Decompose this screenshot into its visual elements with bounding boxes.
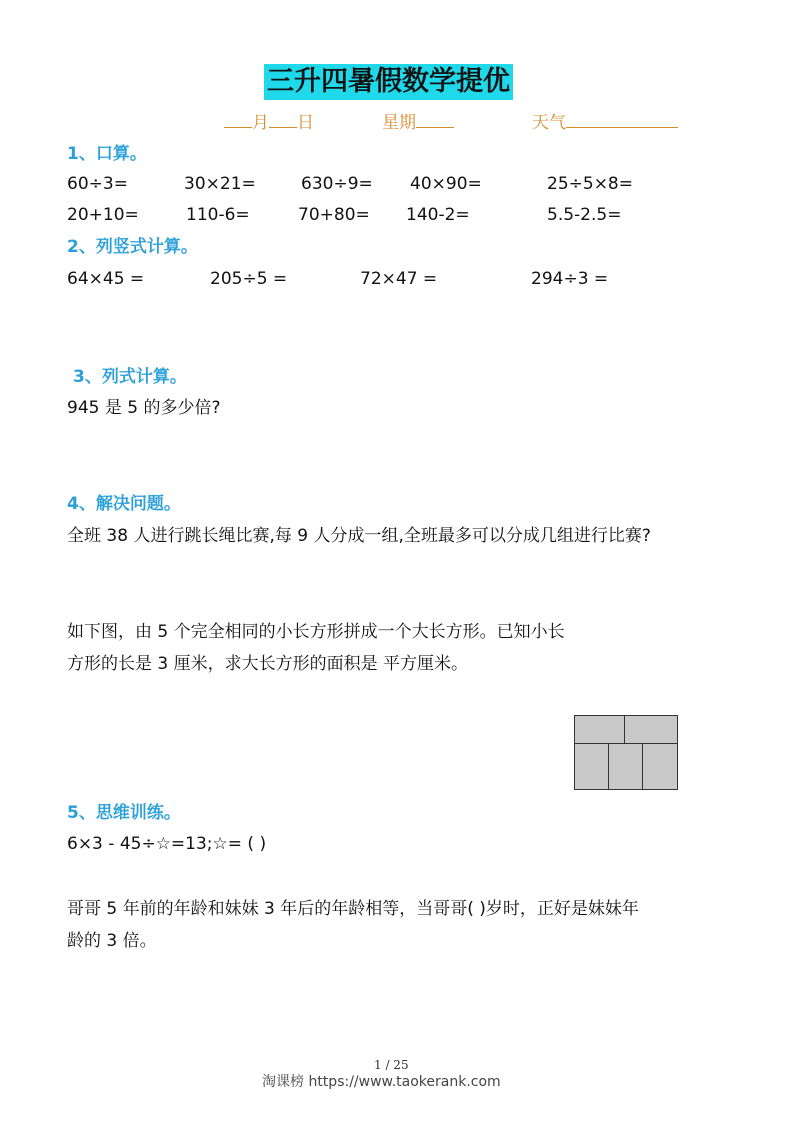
oral-calc-item: 25÷5×8= (547, 174, 633, 194)
oral-calc-item: 40×90= (410, 174, 482, 194)
weather-field (532, 110, 678, 134)
vertical-calc-item: 205÷5 = (210, 269, 288, 289)
rectangle-figure (574, 715, 678, 790)
small-rectangle (574, 743, 610, 790)
section-1-heading: 1、口算。 (67, 144, 147, 164)
day-blank (269, 110, 297, 128)
oral-calc-item: 70+80= (298, 205, 370, 225)
oral-calc-item: 60÷3= (67, 174, 128, 194)
section-4-question-2-line-1: 如下图，由 5 个完全相同的小长方形拼成一个大长方形。已知小长 (67, 622, 565, 642)
small-rectangle (608, 743, 644, 790)
vertical-calc-item: 64×45 = (67, 269, 145, 289)
section-2-heading: 2、列竖式计算。 (67, 237, 198, 257)
weather-label: 天气 (532, 113, 566, 133)
oral-calc-item: 30×21= (184, 174, 256, 194)
oral-calc-item: 5.5-2.5= (547, 205, 622, 225)
oral-calc-item: 140-2= (406, 205, 470, 225)
section-5-question-2-line-1: 哥哥 5 年前的年龄和妹妹 3 年后的年龄相等，当哥哥( )岁时，正好是妹妹年 (67, 899, 639, 919)
oral-calc-item: 20+10= (67, 205, 139, 225)
section-3-heading: 3、列式计算。 (73, 367, 187, 387)
small-rectangle (642, 743, 678, 790)
week-blank (416, 110, 454, 128)
page-title: 三升四暑假数学提优 (264, 64, 513, 100)
footer-website: 淘课榜 https://www.taokerank.com (262, 1074, 501, 1090)
section-3-question: 945 是 5 的多少倍? (67, 398, 221, 418)
section-5-question-2-line-2: 龄的 3 倍。 (67, 931, 157, 951)
date-line (224, 110, 314, 134)
small-rectangle (624, 715, 678, 745)
month-label: 月 (252, 113, 269, 133)
section-4-heading: 4、解决问题。 (67, 494, 181, 514)
section-5-heading: 5、思维训练。 (67, 803, 181, 823)
vertical-calc-item: 294÷3 = (531, 269, 609, 289)
week-label: 星期 (382, 113, 416, 133)
small-rectangle (574, 715, 626, 745)
section-5-question-1: 6×3 - 45÷☆=13;☆= ( ) (67, 834, 267, 854)
month-blank (224, 110, 252, 128)
day-label: 日 (297, 113, 314, 133)
section-4-question-1: 全班 38 人进行跳长绳比赛,每 9 人分成一组,全班最多可以分成几组进行比赛? (67, 526, 651, 546)
page-number: 1 / 25 (374, 1058, 409, 1072)
week-field (382, 110, 454, 134)
oral-calc-item: 630÷9= (301, 174, 373, 194)
section-4-question-2-line-2: 方形的长是 3 厘米，求大长方形的面积是 平方厘米。 (67, 654, 469, 674)
vertical-calc-item: 72×47 = (360, 269, 438, 289)
oral-calc-item: 110-6= (186, 205, 250, 225)
weather-blank (566, 110, 678, 128)
